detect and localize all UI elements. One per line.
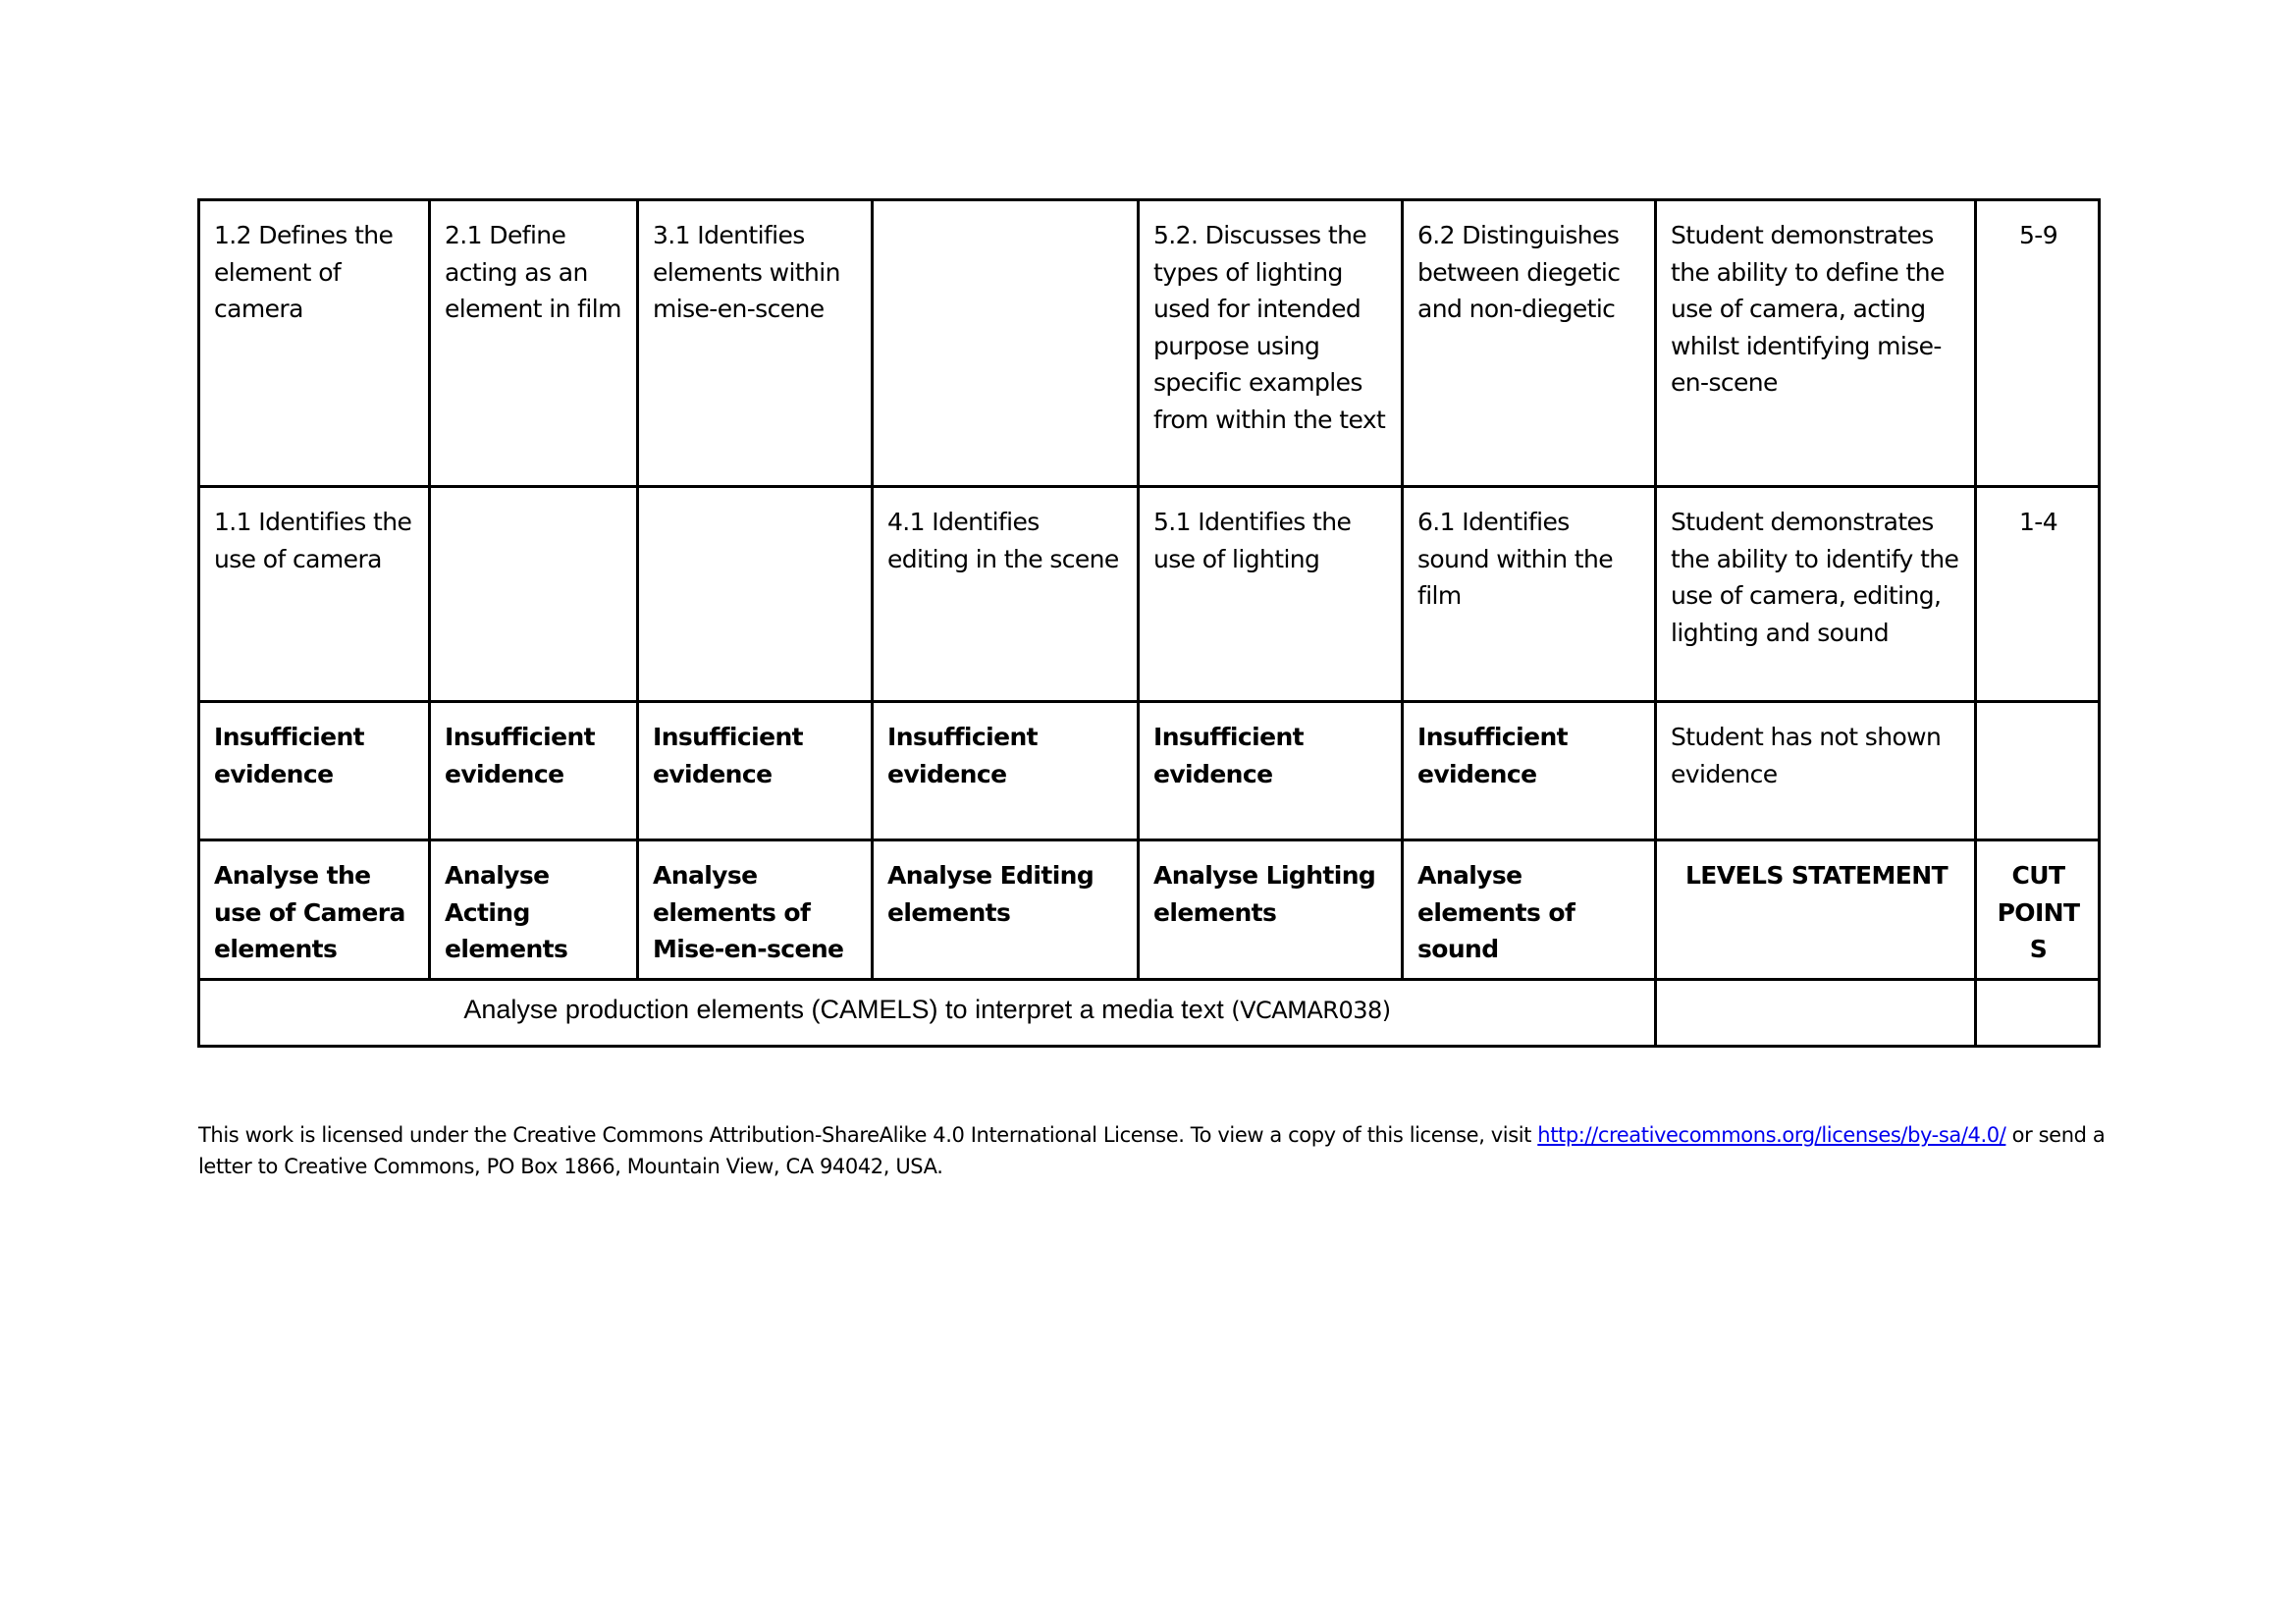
cell-mise-en-scene: 3.1 Identifies elements within mise-en-scene [638,200,873,487]
rubric-table [197,198,2101,1048]
rubric-row-level-1 [199,487,2100,702]
cell-camera: Insufficient evidence [199,702,430,840]
header-levels-statement: LEVELS STATEMENT [1656,840,1976,980]
cell-sound: 6.1 Identifies sound within the film [1403,487,1656,702]
header-cut-points: CUT POINTS [1976,840,2100,980]
cell-camera: 1.1 Identifies the use of camera [199,487,430,702]
cell-acting [430,487,638,702]
cell-mise-en-scene: Insufficient evidence [638,702,873,840]
rubric-standard-row [199,980,2100,1047]
cell-acting: Insufficient evidence [430,702,638,840]
standard-cut-points-cell [1976,980,2100,1047]
license-text-after: or send a letter to Creative Commons, PO Box 1866, Mountain View, CA 94042, USA. [198,1123,2106,1178]
standard-levels-cell [1656,980,1976,1047]
standard-title-cell [199,980,1656,1047]
header-acting: Analyse Acting elements [430,840,638,980]
rubric-row-insufficient [199,702,2100,840]
cell-editing [873,200,1139,487]
header-camera: Analyse the use of Camera elements [199,840,430,980]
header-sound: Analyse elements of sound [1403,840,1656,980]
rubric-header-row [199,840,2100,980]
license-link[interactable]: http://creativecommons.org/licenses/by-sa/4.0/ [1537,1123,2006,1147]
cell-editing: 4.1 Identifies editing in the scene [873,487,1139,702]
license-text-before: This work is licensed under the Creative Commons Attribution-ShareAlike 4.0 International License. To view a copy of this license, visit [198,1123,1538,1147]
cell-sound: 6.2 Distinguishes between diegetic and non-diegetic [1403,200,1656,487]
cell-cut-points: 5-9 [1976,200,2100,487]
cell-mise-en-scene [638,487,873,702]
cell-levels-statement: Student demonstrates the ability to define the use of camera, acting whilst identifying mise-en-scene [1656,200,1976,487]
cell-lighting: Insufficient evidence [1139,702,1403,840]
standard-code: (VCAMAR038) [1231,997,1391,1025]
cell-sound: Insufficient evidence [1403,702,1656,840]
header-mise-en-scene: Analyse elements of Mise-en-scene [638,840,873,980]
cell-acting: 2.1 Define acting as an element in film [430,200,638,487]
header-lighting: Analyse Lighting elements [1139,840,1403,980]
cell-editing: Insufficient evidence [873,702,1139,840]
header-editing: Analyse Editing elements [873,840,1139,980]
cell-cut-points [1976,702,2100,840]
cell-levels-statement: Student has not shown evidence [1656,702,1976,840]
cell-lighting: 5.2. Discusses the types of lighting used for intended purpose using specific examples from within the text [1139,200,1403,487]
cell-lighting: 5.1 Identifies the use of lighting [1139,487,1403,702]
standard-title: Analyse production elements (CAMELS) to interpret a media text [463,995,1224,1025]
license-notice [198,1119,2122,1182]
cell-levels-statement: Student demonstrates the ability to identify the use of camera, editing, lighting and sound [1656,487,1976,702]
rubric-row-level-2 [199,200,2100,487]
cell-camera: 1.2 Defines the element of camera [199,200,430,487]
cell-cut-points: 1-4 [1976,487,2100,702]
